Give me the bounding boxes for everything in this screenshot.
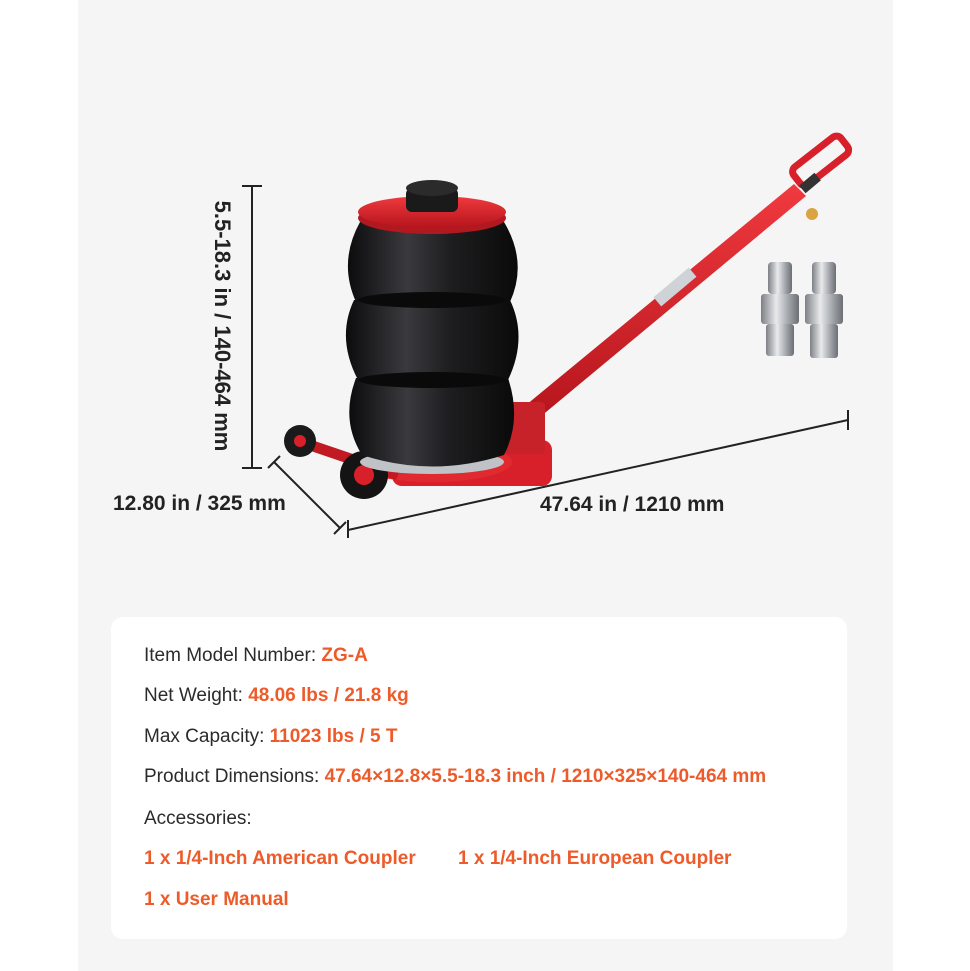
accessory-item: 1 x 1/4-Inch American Coupler (144, 848, 416, 869)
spec-value-model: ZG-A (321, 645, 368, 666)
coupler-european-icon (805, 262, 843, 358)
spec-label-dimensions: Product Dimensions: (144, 766, 320, 787)
coupler-american-icon (761, 262, 799, 356)
accessory-item: 1 x 1/4-Inch European Coupler (458, 848, 732, 869)
spec-row-dimensions (144, 766, 766, 788)
spec-label-weight: Net Weight: (144, 685, 243, 706)
spec-label-capacity: Max Capacity: (144, 726, 265, 747)
jack-top-saddle (358, 180, 506, 234)
spec-value-capacity: 11023 lbs / 5 T (269, 726, 398, 747)
spec-label-model: Item Model Number: (144, 645, 317, 666)
depth-dimension-label: 12.80 in / 325 mm (113, 492, 286, 515)
jack-handle (520, 134, 851, 422)
spec-value-dimensions: 47.64×12.8×5.5-18.3 inch / 1210×325×140-464 mm (324, 766, 767, 787)
spec-row-weight (144, 685, 409, 707)
spec-value-weight: 48.06 lbs / 21.8 kg (248, 685, 409, 706)
height-dimension-line (242, 186, 262, 468)
air-bellows (346, 222, 519, 474)
accessory-item: 1 x User Manual (144, 889, 289, 910)
length-dimension-label: 47.64 in / 1210 mm (540, 493, 725, 516)
spec-row-capacity (144, 726, 397, 748)
spec-row-model (144, 645, 368, 667)
height-dimension-label: 5.5-18.3 in / 140-464 mm (210, 200, 235, 452)
spec-label-accessories: Accessories: (144, 808, 252, 829)
